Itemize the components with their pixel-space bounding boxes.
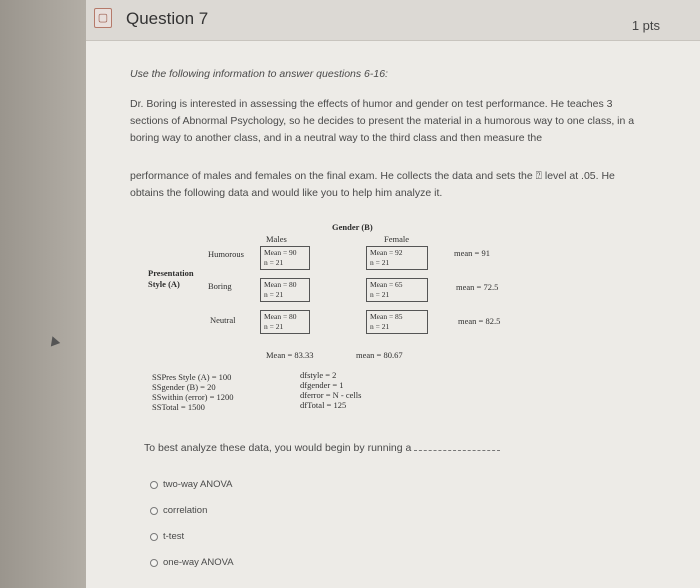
background-strip [0, 0, 86, 588]
option-one-way-anova[interactable] [150, 557, 234, 568]
cell-boring-female: Mean = 65 n = 21 [366, 278, 428, 302]
radio-button-icon[interactable] [150, 481, 158, 489]
ss-within: SSwithin (error) = 1200 [152, 392, 234, 402]
df-gender: dfgender = 1 [300, 380, 344, 390]
data-figure [142, 222, 582, 427]
row-label-boring: Boring [208, 281, 232, 291]
col-mean-male: Mean = 83.33 [266, 350, 314, 360]
question-points: 1 pts [631, 18, 660, 33]
cell-humorous-male: Mean = 90 n = 21 [260, 246, 310, 270]
ss-style: SSPres Style (A) = 100 [152, 372, 232, 382]
df-error: dferror = N - cells [300, 390, 362, 400]
factor-label-2: Style (A) [148, 279, 180, 289]
answer-blank [414, 450, 500, 451]
scenario-paragraph-2: performance of males and females on the final exam. He collects the data and sets the ⍰ level at .05. He obtains the following data and would like you to help him analyze it. [130, 170, 615, 199]
option-label: t-test [163, 531, 185, 542]
gender-label: Gender (B) [332, 222, 373, 232]
question-card [86, 0, 700, 588]
question-header [86, 0, 700, 41]
row-mean-neutral: mean = 82.5 [458, 316, 501, 326]
cell-neutral-male: Mean = 80 n = 21 [260, 310, 310, 334]
option-label: two-way ANOVA [163, 479, 233, 490]
cell-humorous-female: Mean = 92 n = 21 [366, 246, 428, 270]
option-t-test[interactable] [150, 531, 184, 542]
row-mean-humorous: mean = 91 [454, 248, 490, 258]
option-two-way-anova[interactable] [150, 479, 233, 490]
intro-text: Use the following information to answer questions 6-16: [130, 68, 388, 80]
radio-button-icon[interactable] [150, 507, 158, 515]
radio-button-icon[interactable] [150, 533, 158, 541]
option-label: correlation [163, 505, 208, 516]
female-label: Female [384, 234, 410, 244]
row-mean-boring: mean = 72.5 [456, 282, 499, 292]
df-total: dfTotal = 125 [300, 400, 347, 410]
option-correlation[interactable] [150, 505, 207, 516]
option-label: one-way ANOVA [163, 557, 234, 568]
flag-icon[interactable]: ▢ [94, 8, 112, 28]
radio-button-icon[interactable] [150, 559, 158, 567]
males-label: Males [266, 234, 287, 244]
row-label-neutral: Neutral [210, 315, 236, 325]
cell-boring-male: Mean = 80 n = 21 [260, 278, 310, 302]
question-title: Question 7 [126, 9, 209, 28]
question-prompt-text: To best analyze these data, you would begin by running a [144, 442, 412, 454]
df-style: dfstyle = 2 [300, 370, 337, 380]
factor-label: Presentation [148, 268, 194, 278]
ss-total: SSTotal = 1500 [152, 402, 205, 412]
row-label-humorous: Humorous [208, 249, 244, 259]
cell-neutral-female: Mean = 85 n = 21 [366, 310, 428, 334]
question-prompt [144, 442, 500, 454]
col-mean-female: mean = 80.67 [356, 350, 403, 360]
ss-gender: SSgender (B) = 20 [152, 382, 216, 392]
scenario-paragraph: Dr. Boring is interested in assessing the effects of humor and gender on test performance. He teaches 3 sections of Abnormal Psychology, so he decides to present the material in a humorous way to one class, in a boring way to another class, and in a neutral way to the third class and then measure the [130, 98, 635, 144]
